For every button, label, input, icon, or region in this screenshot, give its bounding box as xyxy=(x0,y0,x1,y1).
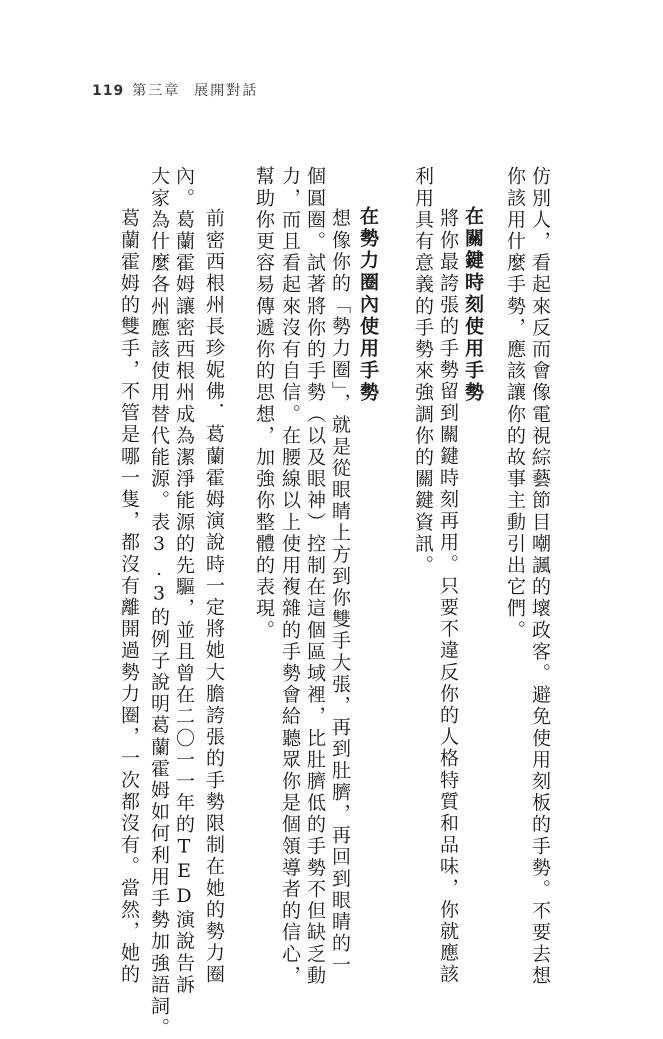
text-column: 內。葛蘭霍姆讓密西根州成為潔淨能源的先驅，並且曾在二〇一一年的TED演說告訴 xyxy=(173,166,195,996)
subheading: 在關鍵時刻使用手勢 xyxy=(462,206,484,404)
text-column: 利用具有意義的手勢來強調你的關鍵資訊。 xyxy=(412,166,434,577)
text-column: 幫助你更容易傳遞你的思想，加強你整體的表現。 xyxy=(253,166,275,642)
text-column: 大家為什麼各州應該使用替代能源。表3.3的例子說明葛蘭霍姆如何利用手勢加強語詞。 xyxy=(148,166,170,1039)
text-column: 仿別人，看起來反而會像電視綜藝節目嘲諷的壞政客。避免使用刻板的手勢。不要去想 xyxy=(529,166,551,987)
text-column: 前密西根州長珍妮佛．葛蘭霍姆演說時一定將她大膽誇張的手勢限制在她的勢力圈 xyxy=(203,208,225,986)
text-column: 力，而且看起來沒有自信。在腰線以上使用複雜的手勢會給聽眾你是個領導者的信心， xyxy=(279,166,301,987)
page-number: 119 xyxy=(92,83,125,99)
text-column: 葛蘭霍姆的雙手，不管是哪一隻，都沒有離開過勢力圈，一次都沒有。當然，她的 xyxy=(118,208,140,986)
running-header xyxy=(92,80,258,100)
chapter-title: 第三章 xyxy=(132,83,181,99)
text-column: 想像你的「勢力圈」，就是從眼睛上方到你雙手大張，再到肚臍，再回到眼睛的一 xyxy=(329,208,351,977)
text-column: 你該用什麼手勢，應該讓你的故事主動引出它們。 xyxy=(504,166,526,642)
text-column: 將你最誇張的手勢留到關鍵時刻再用。只要不違反你的人格特質和品味，你就應該 xyxy=(437,208,459,986)
subheading: 在勢力圈內使用手勢 xyxy=(357,206,379,404)
section-title: 展開對話 xyxy=(194,83,259,99)
text-column: 個圓圈。試著將你的手勢（以及眼神）控制在這個區域裡，比肚臍低的手勢不但缺乏動 xyxy=(304,166,326,987)
